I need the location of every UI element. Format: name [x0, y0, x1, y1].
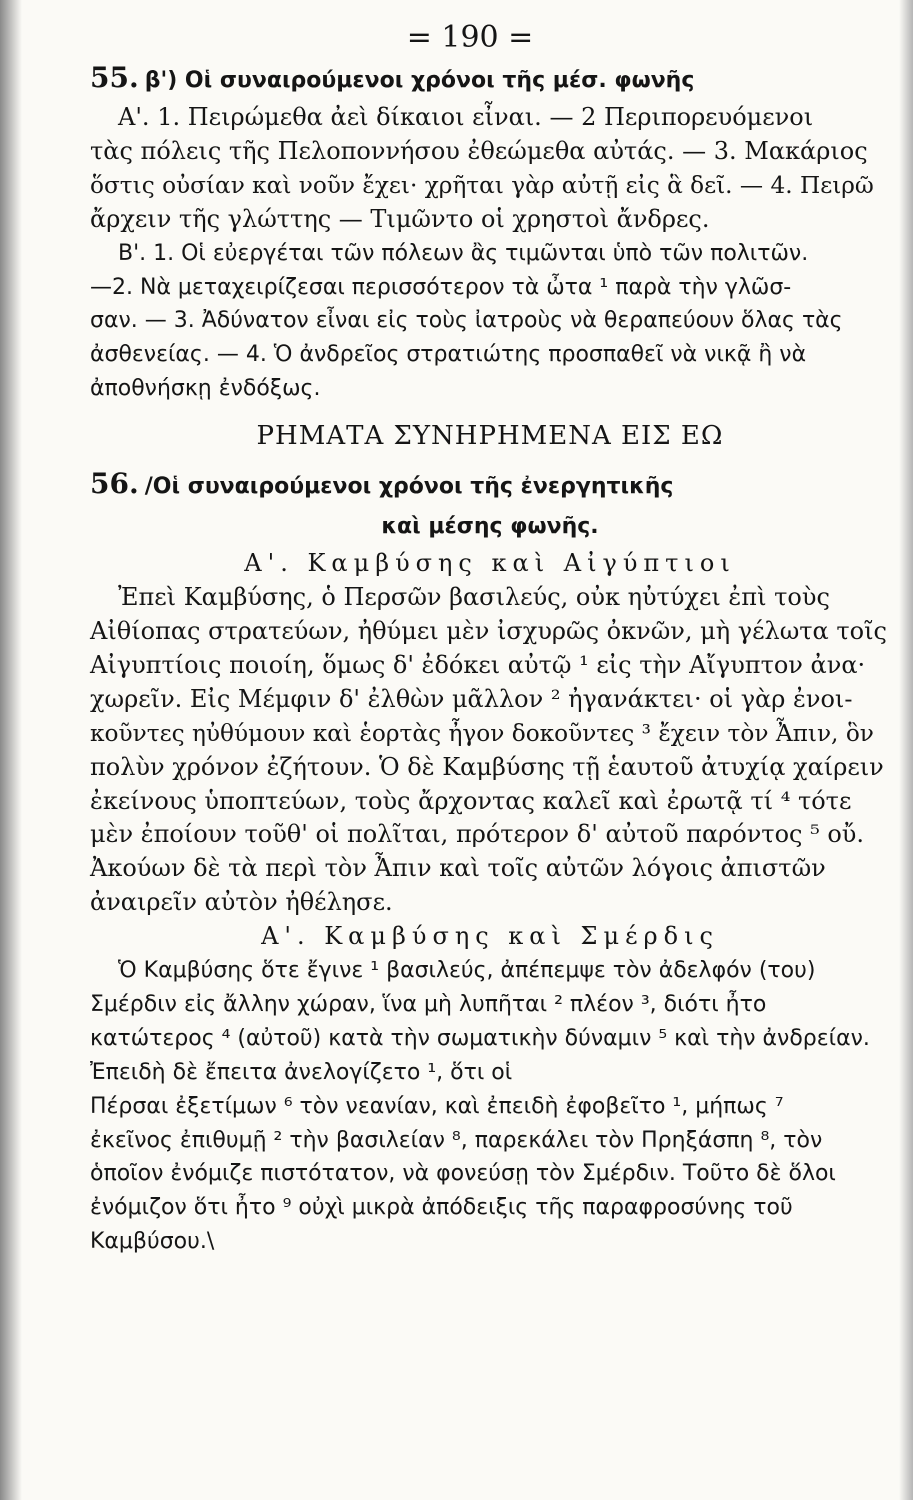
text-line: —2. Νὰ μεταχειρίζεσαι περισσότερον τὰ ὦτα ¹ παρὰ τὴν γλῶσ-: [90, 274, 792, 300]
text-line: ἀναιρεῖν αὐτὸν ἠθέλησε.: [90, 888, 393, 917]
section-title: /Οἱ συναιρούμενοι χρόνοι τῆς ἐνεργητικῆς: [144, 474, 674, 500]
text-line: ἐκείνους ὑποπτεύων, τοὺς ἄρχοντας καλεῖ καὶ ἐρωτᾷ τί ⁴ τότε: [90, 786, 852, 815]
text-line: ἄρχειν τῆς γλώττης — Τιμῶντο οἱ χρηστοὶ ἄνδρες.: [90, 204, 710, 233]
subtitle: Α'. Καμβύσης καὶ Αἰγύπτιοι: [244, 549, 736, 578]
text-line: πολὺν χρόνον ἐζήτουν. Ὁ δὲ Καμβύσης τῇ ἑαυτοῦ ἀτυχίᾳ χαίρειν: [90, 752, 884, 781]
text-line: Σμέρδιν εἰς ἄλλην χώραν, ἵνα μὴ λυπῆται ² πλέον ³, διότι ἦτο: [90, 991, 767, 1017]
text-line: ἐνόμιζον ὅτι ἦτο ⁹ οὐχὶ μικρὰ ἀπόδειξις τῆς παραφροσύνης τοῦ: [90, 1195, 793, 1221]
text-line: Ἐπεὶ Καμβύσης, ὁ Περσῶν βασιλεύς, οὐκ ηὐτύχει ἐπὶ τοὺς: [118, 583, 830, 612]
text-line: ἀσθενείας. — 4. Ὁ ἀνδρεῖος στρατιώτης προσπαθεῖ νὰ νικᾷ ἢ νὰ: [90, 342, 807, 368]
page-number: = 190 =: [406, 20, 534, 55]
text-line: Αἰγυπτίοις ποιοίη, ὅμως δ' ἐδόκει αὐτῷ ¹ εἰς τὴν Αἴγυπτον ἀνα·: [90, 650, 866, 679]
section-title-cont: καὶ μέσης φωνῆς.: [381, 514, 599, 540]
section-55-title: [90, 58, 890, 101]
text-line: Καμβύσου.\: [90, 1229, 215, 1255]
section-number: 56.: [90, 467, 139, 501]
binding-shadow: [0, 0, 22, 1500]
page-text: [90, 18, 890, 1259]
chapter-heading: ΡΗΜΑΤΑ ΣΥΝΗΡΗΜΕΝΑ ΕΙΣ ΕΩ: [256, 421, 724, 452]
text-line: Β'. 1. Οἱ εὐεργέται τῶν πόλεων ἂς τιμῶνται ὑπὸ τῶν πολιτῶν.: [118, 240, 809, 266]
text-line: ἐκεῖνος ἐπιθυμῇ ² τὴν βασιλείαν ⁸, παρεκάλει τὸν Πρηξάσπη ⁸, τὸν: [90, 1127, 823, 1153]
edge-shadow: [899, 0, 913, 1500]
text-line: τὰς πόλεις τῆς Πελοποννήσου ἐθεώμεθα αὐτάς. — 3. Μακάριος: [90, 136, 868, 165]
text-line: Ἀκούων δὲ τὰ περὶ τὸν Ἆπιν καὶ τοῖς αὐτῶν λόγοις ἀπιστῶν: [90, 854, 826, 883]
text-line: ὁποῖον ἐνόμιζε πιστότατον, νὰ φονεύσῃ τὸν Σμέρδιν. Τοῦτο δὲ ὅλοι: [90, 1161, 836, 1187]
section-56-title: [90, 464, 890, 507]
text-line: χωρεῖν. Εἰς Μέμφιν δ' ἐλθὼν μᾶλλον ² ἠγανάκτει· οἱ γὰρ ἐνοι-: [90, 684, 853, 713]
text-line: Πέρσαι ἐξετίμων ⁶ τὸν νεανίαν, καὶ ἐπειδὴ ἐφοβεῖτο ¹, μήπως ⁷: [90, 1093, 784, 1119]
text-line: Ὁ Καμβύσης ὅτε ἔγινε ¹ βασιλεύς, ἀπέπεμψε τὸν ἀδελφόν (του): [118, 958, 816, 984]
text-line: Α'. 1. Πειρώμεθα ἀεὶ δίκαιοι εἶναι. — 2 Περιπορευόμενοι: [118, 103, 814, 131]
text-line: Αἰθίοπας στρατεύων, ἠθύμει μὲν ἰσχυρῶς ὀκνῶν, μὴ γέλωτα τοῖς: [90, 616, 887, 645]
section-title: β') Οἱ συναιρούμενοι χρόνοι τῆς μέσ. φωνῆς: [144, 68, 695, 93]
text-line: ὅστις οὐσίαν καὶ νοῦν ἔχει· χρῆται γὰρ αὐτῇ εἰς ἃ δεῖ. — 4. Πειρῶ: [90, 171, 874, 199]
text-line: ἀποθνήσκῃ ἐνδόξως.: [90, 376, 321, 402]
subtitle: Α'. Καμβύσης καὶ Σμέρδις: [261, 922, 719, 951]
text-line: μὲν ἐποίουν τοῦθ' οἱ πολῖται, πρότερον δ' αὐτοῦ παρόντος ⁵ οὔ.: [90, 820, 865, 849]
text-line: κοῦντες ηὐθύμουν καὶ ἑορτὰς ἦγον δοκοῦντες ³ ἔχειν τὸν Ἆπιν, ὃν: [90, 719, 874, 747]
text-line: σαν. — 3. Ἀδύνατον εἶναι εἰς τοὺς ἰατροὺς νὰ θεραπεύουν ὅλας τὰς: [90, 308, 843, 334]
section-number: 55.: [90, 61, 139, 94]
text-line: κατώτερος ⁴ (αὐτοῦ) κατὰ τὴν σωματικὴν δύναμιν ⁵ καὶ τὴν ἀνδρείαν. Ἐπειδὴ δὲ ἔπειτα ἀνελογίζετο ¹, ὅτι οἱ: [90, 1025, 870, 1085]
